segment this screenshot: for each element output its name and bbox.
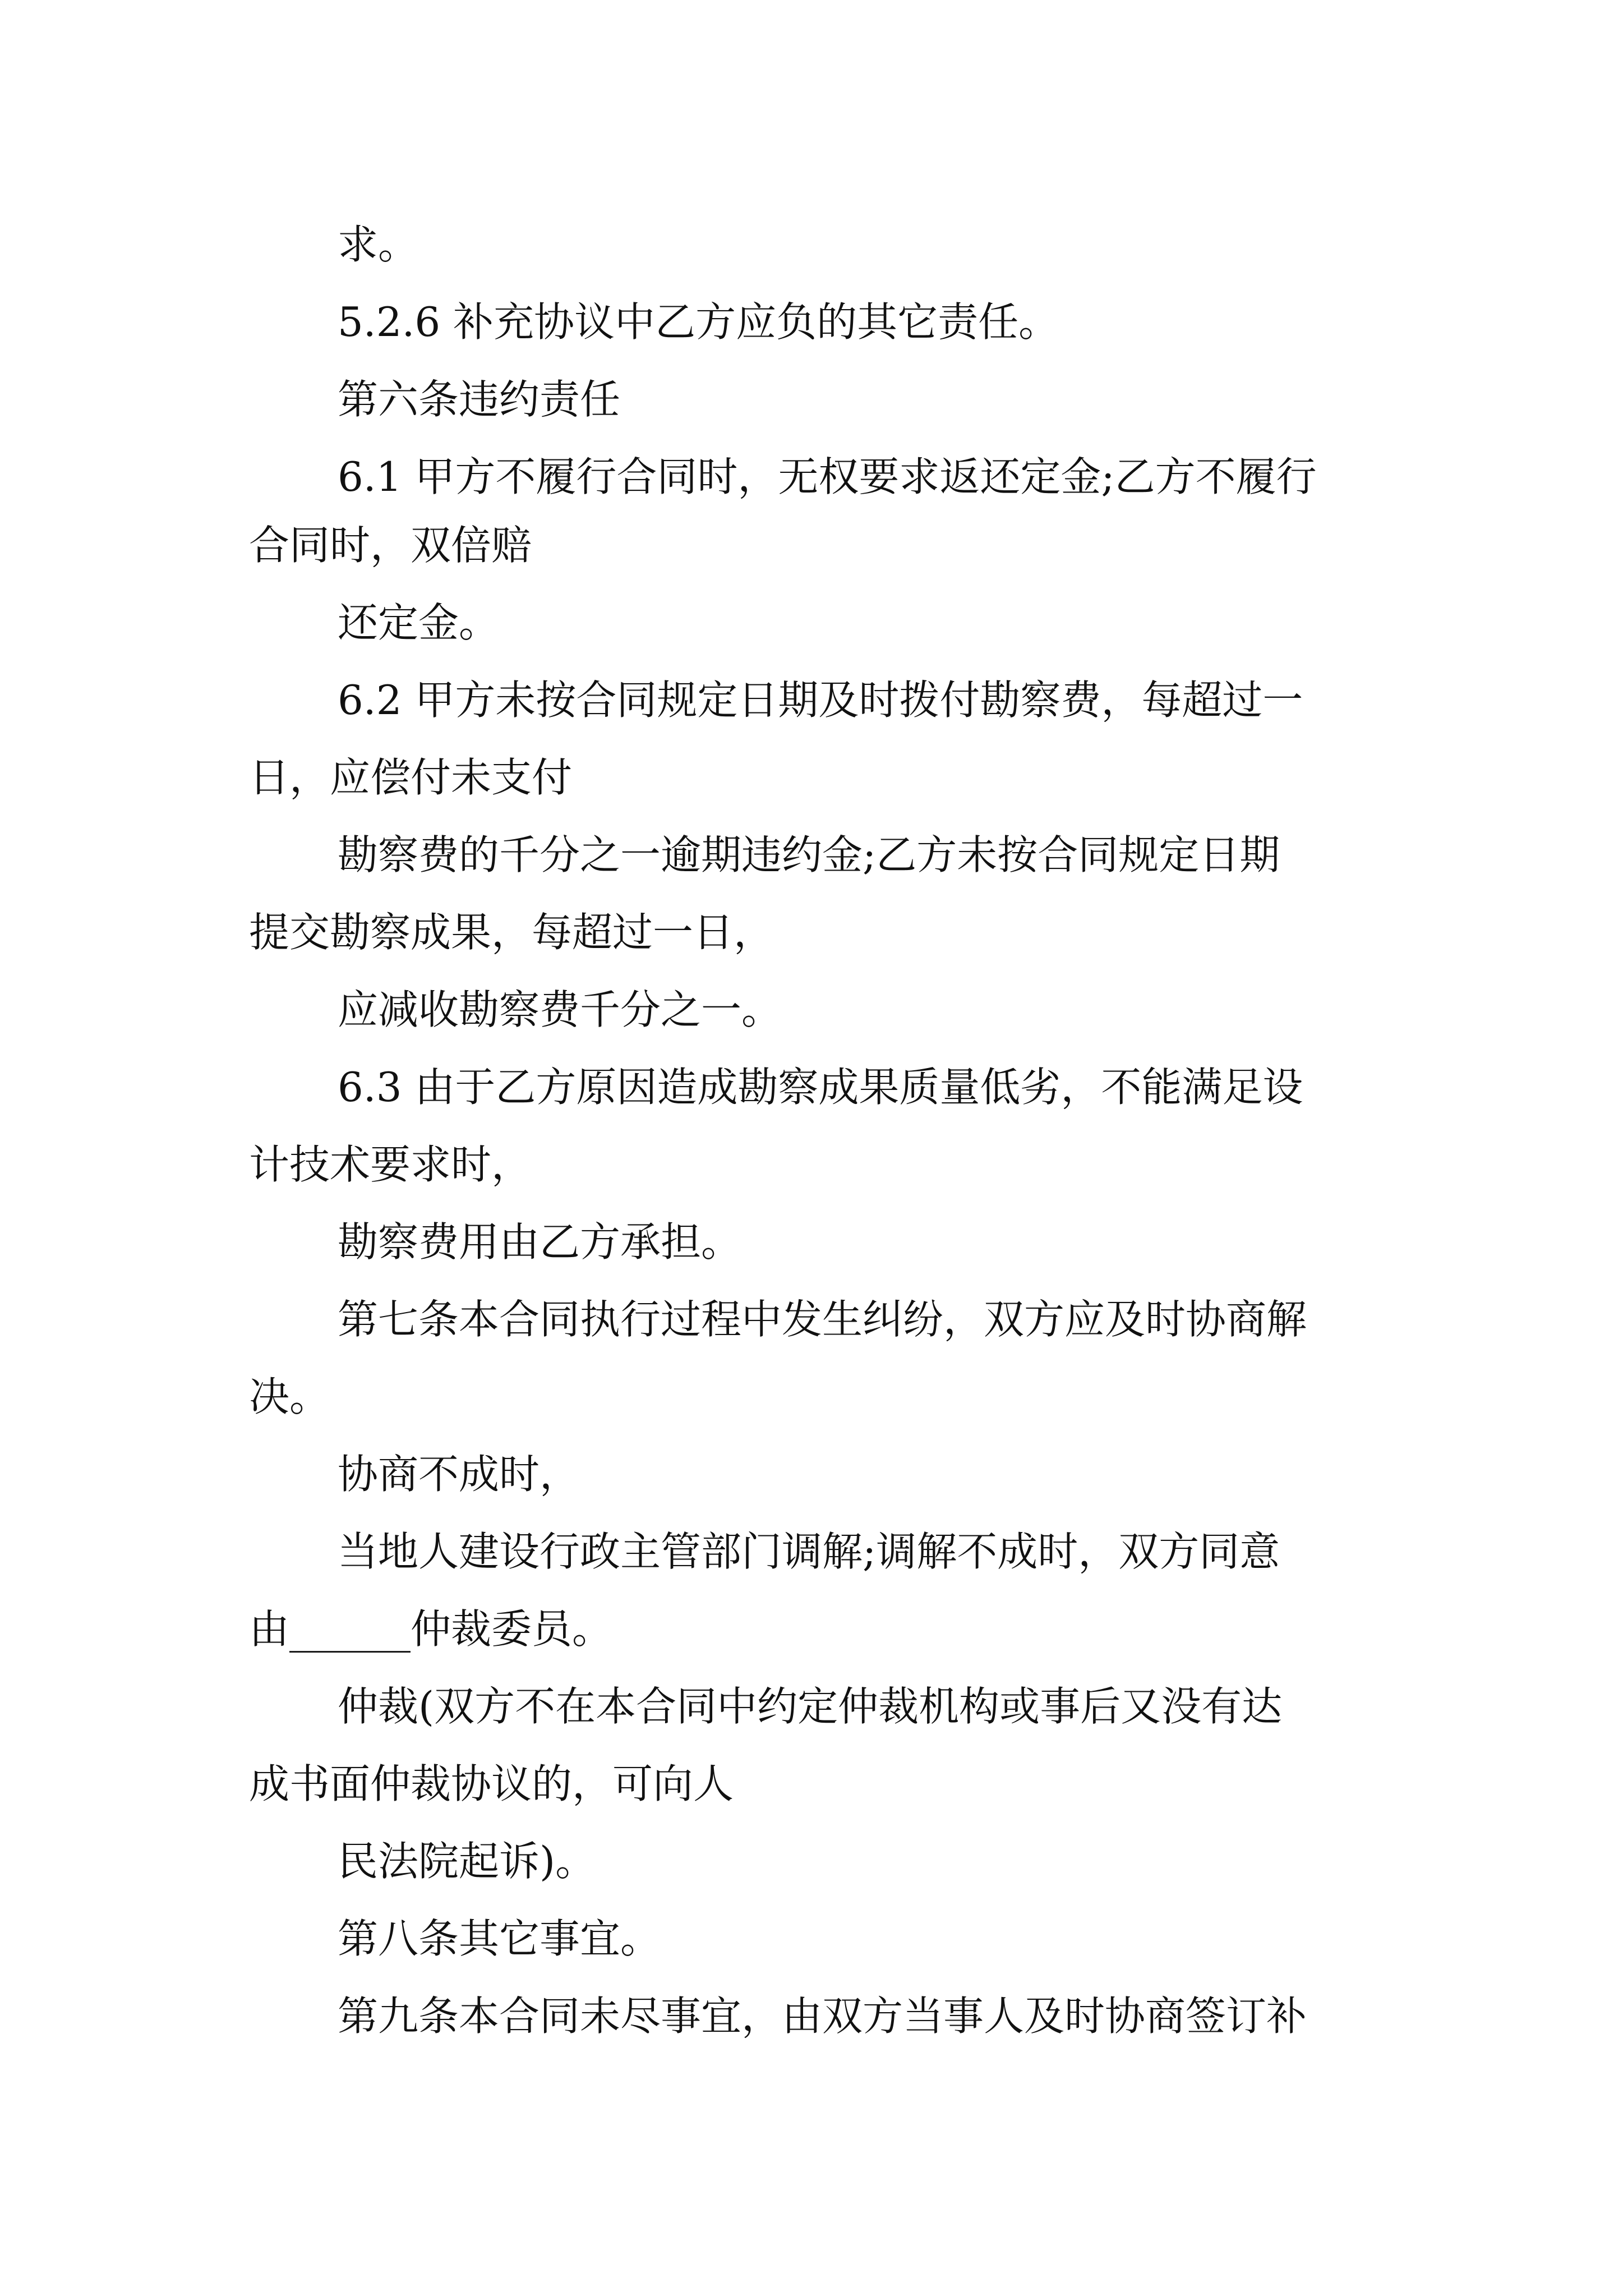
text-line: 6.2 甲方未按合同规定日期及时拨付勘察费，每超过一 (338, 677, 1303, 724)
text-line: 仲裁(双方不在本合同中约定仲裁机构或事后又没有达 (338, 1683, 1283, 1730)
text-line: 6.3 由于乙方原因造成勘察成果质量低劣，不能满足设 (338, 1064, 1303, 1111)
text-line: 计技术要求时， (249, 1141, 532, 1188)
section-heading: 第七条本合同执行过程中发生纠纷，双方应及时协商解 (338, 1296, 1307, 1343)
text-line: 勘察费的千分之一逾期违约金;乙方未按合同规定日期 (338, 831, 1280, 878)
text-line: 决。 (249, 1373, 330, 1420)
section-heading: 第六条违约责任 (338, 376, 621, 423)
text-line: 求。 (338, 221, 419, 268)
text-line: 由______仲裁委员。 (249, 1605, 613, 1653)
text-line: 应减收勘察费千分之一。 (338, 986, 782, 1033)
text-line: 日，应偿付未支付 (249, 754, 573, 801)
text-line: 协商不成时， (338, 1451, 580, 1498)
text-line: 当地人建设行政主管部门调解;调解不成时，双方同意 (338, 1528, 1280, 1575)
text-line: 成书面仲裁协议的，可向人 (249, 1760, 734, 1807)
text-line: 5.2.6 补充协议中乙方应负的其它责任。 (338, 298, 1059, 346)
section-heading: 第九条本合同未尽事宜，由双方当事人及时协商签订补 (338, 1993, 1307, 2040)
section-heading: 第八条其它事宜。 (338, 1915, 661, 1962)
text-line: 勘察费用由乙方承担。 (338, 1218, 742, 1266)
text-line: 民法院起诉)。 (338, 1838, 596, 1885)
text-line: 提交勘察成果，每超过一日， (249, 909, 774, 956)
text-line: 6.1 甲方不履行合同时，无权要求返还定金;乙方不履行 (338, 453, 1317, 500)
text-line: 合同时，双倍赔 (249, 522, 532, 569)
text-line: 还定金。 (338, 599, 500, 646)
